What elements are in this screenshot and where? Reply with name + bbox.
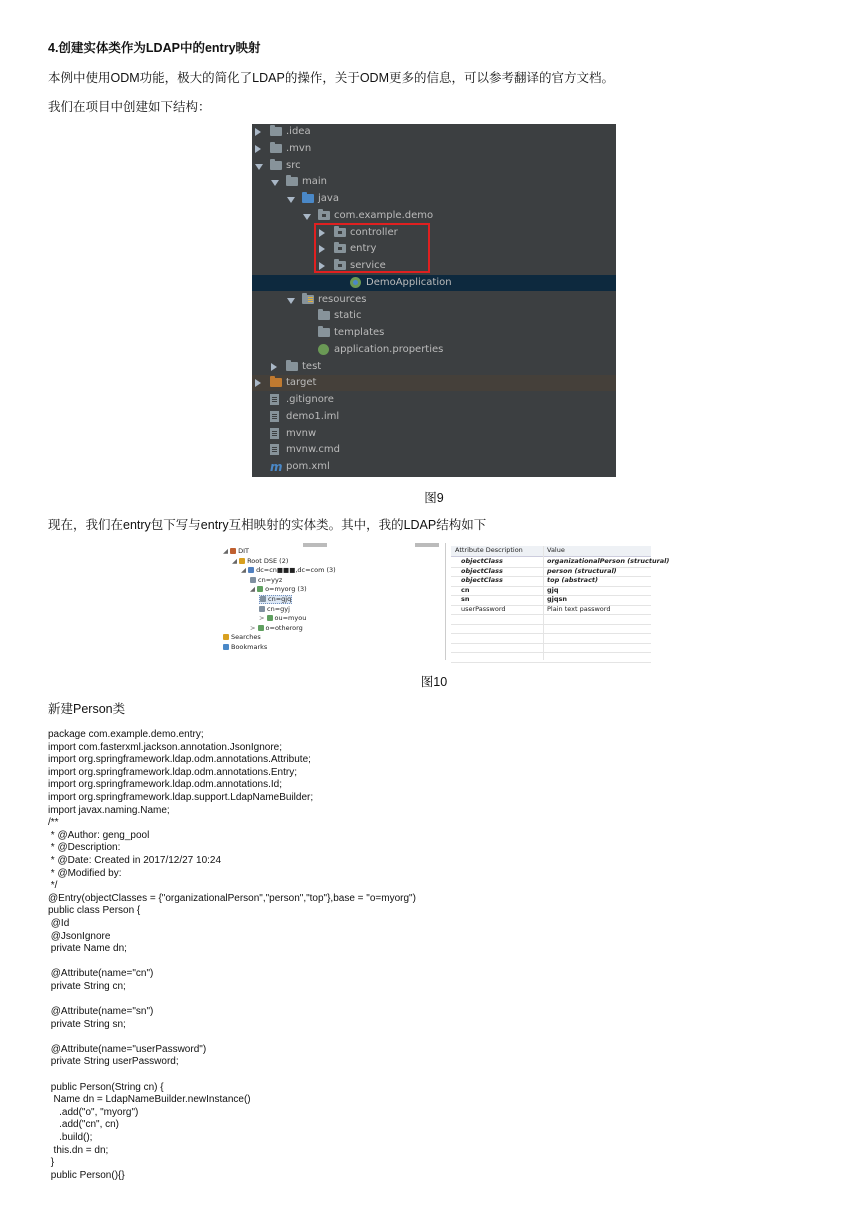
- expander-icon[interactable]: ◢: [232, 556, 240, 565]
- highlight-box: [314, 223, 430, 273]
- resources-folder-icon: [302, 295, 314, 304]
- tree-item[interactable]: [252, 292, 616, 308]
- attribute-name: cn: [461, 585, 470, 594]
- spring-icon: [318, 344, 329, 355]
- figure-9-caption: 图9: [424, 491, 444, 505]
- attribute-table-header: [451, 546, 651, 557]
- file-icon: [270, 428, 279, 439]
- tree-item-label: resources: [318, 293, 367, 305]
- tree-item[interactable]: [252, 342, 616, 358]
- tree-item[interactable]: [252, 158, 616, 174]
- folder-icon: [270, 378, 282, 387]
- entry-icon: [259, 606, 265, 612]
- tree-item[interactable]: [252, 308, 616, 324]
- expand-arrow-icon[interactable]: [287, 197, 295, 203]
- ldap-tree-label: DIT: [238, 547, 249, 555]
- entry-icon: [250, 577, 256, 583]
- tree-item-label: DemoApplication: [366, 276, 452, 288]
- ldap-tree-label: cn=yyz: [258, 575, 283, 584]
- tree-item-label: .gitignore: [286, 394, 334, 405]
- file-icon: [270, 444, 279, 455]
- expander-icon[interactable]: >: [259, 614, 267, 623]
- ldap-tree-label: Root DSE (2): [247, 556, 289, 565]
- tree-item-label: mvnw.cmd: [286, 444, 341, 456]
- ldap-tree-item[interactable]: [259, 614, 306, 623]
- section-heading: 4.创建实体类作为LDAP中的entry映射: [48, 41, 261, 55]
- header-value: Value: [547, 546, 565, 554]
- ldap-browser-screenshot: [217, 543, 670, 660]
- ldap-tree: [217, 543, 446, 660]
- tree-item-label: main: [302, 176, 327, 188]
- tree-item-label: pom.xml: [286, 461, 330, 472]
- entry-icon: [248, 567, 254, 573]
- attribute-value[interactable]: gjq: [547, 585, 559, 594]
- collapse-arrow-icon[interactable]: [255, 379, 261, 387]
- ldap-tree-item[interactable]: [250, 624, 303, 633]
- attribute-name: objectClass: [461, 557, 503, 565]
- ldap-tree-label: Bookmarks: [231, 643, 268, 651]
- attribute-name: objectClass: [461, 566, 503, 575]
- tree-item-label: com.example.demo: [334, 209, 434, 221]
- tree-item-label: application.properties: [334, 343, 444, 355]
- project-tree-screenshot: [252, 124, 616, 477]
- tree-item[interactable]: [252, 141, 616, 157]
- tree-item[interactable]: [252, 442, 616, 458]
- expander-icon[interactable]: ◢: [241, 566, 249, 575]
- ldap-tree-item[interactable]: [241, 566, 336, 575]
- attribute-name: objectClass: [461, 576, 503, 584]
- tree-item-label: entry: [350, 243, 377, 255]
- folder-icon: [286, 177, 298, 186]
- tree-item[interactable]: [252, 459, 616, 475]
- ldap-tree-item[interactable]: [259, 605, 290, 614]
- expand-arrow-icon[interactable]: [287, 298, 295, 304]
- folder-icon: [286, 362, 298, 371]
- tree-item[interactable]: [252, 241, 616, 257]
- tree-item-label: .mvn: [286, 142, 312, 154]
- tree-item[interactable]: [252, 359, 616, 375]
- entry-icon: [257, 586, 263, 592]
- file-icon: [270, 411, 279, 422]
- ldap-tree-item[interactable]: [250, 576, 282, 585]
- collapse-arrow-icon[interactable]: [255, 145, 261, 153]
- scroll-thumb: [303, 543, 327, 547]
- folder-icon: [302, 194, 314, 203]
- folder-icon: [270, 127, 282, 136]
- expand-arrow-icon[interactable]: [303, 214, 311, 220]
- tree-item[interactable]: [252, 325, 616, 341]
- folder-icon: [270, 144, 282, 153]
- entry-icon: [267, 615, 273, 621]
- attribute-value[interactable]: top (abstract): [547, 576, 598, 584]
- file-icon: [270, 394, 279, 405]
- tree-item[interactable]: [252, 174, 616, 190]
- tree-item[interactable]: [252, 275, 616, 291]
- attribute-value[interactable]: organizationalPerson (structural): [547, 557, 670, 565]
- folder-icon: [318, 311, 330, 320]
- tree-item-label: service: [350, 260, 386, 271]
- tree-item[interactable]: [252, 208, 616, 224]
- entry-icon: [260, 596, 266, 602]
- maven-icon: m: [270, 460, 283, 474]
- tree-item[interactable]: [252, 258, 616, 274]
- collapse-arrow-icon[interactable]: [271, 363, 277, 371]
- tree-item-label: src: [286, 159, 301, 171]
- tree-item[interactable]: [252, 225, 616, 241]
- ldap-tree-item[interactable]: [223, 633, 261, 642]
- header-attribute: Attribute Description: [455, 546, 523, 554]
- tree-item-label: test: [302, 360, 322, 372]
- intro-paragraph: 本例中使用ODM功能，极大的简化了LDAP的操作，关于ODM更多的信息，可以参考翻译的官方文档。: [48, 71, 614, 85]
- expander-icon[interactable]: ◢: [250, 585, 258, 594]
- ldap-tree-item[interactable]: [259, 595, 292, 604]
- tree-item-label: demo1.iml: [286, 410, 340, 422]
- entry-icon: [239, 558, 245, 564]
- entry-icon: [223, 634, 229, 640]
- tree-item-label: templates: [334, 327, 385, 338]
- folder-icon: [318, 328, 330, 337]
- new-class-label: 新建Person类: [48, 702, 126, 716]
- tree-item[interactable]: [252, 426, 616, 442]
- figure-10-caption: 图10: [420, 675, 448, 689]
- entry-icon: [230, 548, 236, 554]
- ldap-tree-item[interactable]: [223, 643, 267, 652]
- tree-item[interactable]: [252, 375, 616, 391]
- expander-icon[interactable]: ◢: [223, 547, 231, 555]
- attribute-value[interactable]: Plain text password: [547, 604, 611, 613]
- attribute-value[interactable]: gjqsn: [547, 595, 568, 603]
- entry-icon: [258, 625, 264, 631]
- code-listing: package com.example.demo.entry; import com.fasterxml.jackson.annotation.JsonIgnore; import org.springframework.ldap.odm.annotations.Attribute; import org.springframework.ldap.odm.annotations.Entry; import org.springframework.ldap.odm.annotations.Id; import org.springframework.ldap.support.LdapNameBuilder; import javax.naming.Name; /** * @Author: geng_pool * @Description: * @Date: Created in 2017/12/27 10:24 * @Modified by: */ @Entry(objectClasses = {"organizationalPerson","person","top"},base = "o=myorg") public class Person { @Id @JsonIgnore private Name dn; @Attribute(name="cn") private String cn; @Attribute(name="sn") private String sn; @Attribute(name="userPassword") private String userPassword; public Person(String cn) { Name dn = LdapNameBuilder.newInstance() .add("o", "myorg") .add("cn", cn) .build(); this.dn = dn; } public Person(){}: [48, 729, 416, 1181]
- attribute-name: sn: [461, 595, 470, 603]
- tree-item-label: static: [334, 310, 362, 322]
- ldap-tree-label: cn=gjq: [268, 595, 292, 603]
- tree-item[interactable]: [252, 392, 616, 408]
- structure-intro: 我们在项目中创建如下结构：: [48, 100, 211, 114]
- tree-item[interactable]: [252, 124, 616, 140]
- tree-item[interactable]: [252, 409, 616, 425]
- ldap-tree-item[interactable]: [250, 585, 307, 594]
- ldap-tree-label: dc=cn■■■,dc=com (3): [256, 566, 336, 575]
- entry-icon: [223, 644, 229, 650]
- attribute-value[interactable]: person (structural): [547, 566, 617, 575]
- collapse-arrow-icon[interactable]: [255, 128, 261, 136]
- folder-icon: [270, 161, 282, 170]
- ldap-tree-item[interactable]: [223, 547, 249, 556]
- spring-boot-icon: [350, 277, 361, 288]
- ldap-tree-label: Searches: [231, 633, 261, 642]
- ldap-tree-label: o=otherorg: [265, 623, 303, 632]
- expand-arrow-icon[interactable]: [271, 180, 279, 186]
- ldap-tree-label: o=myorg (3): [265, 585, 307, 594]
- package-icon: [318, 211, 330, 220]
- ldap-tree-label: cn=gyj: [267, 604, 290, 613]
- tree-item[interactable]: [252, 191, 616, 207]
- tree-item-label: controller: [350, 226, 398, 238]
- tree-item-label: mvnw: [286, 427, 317, 439]
- scroll-thumb: [415, 543, 439, 547]
- expander-icon[interactable]: >: [250, 623, 258, 632]
- tree-item-label: java: [318, 193, 339, 204]
- attribute-name: userPassword: [461, 604, 506, 613]
- tree-item-label: target: [286, 377, 317, 389]
- ldap-tree-item[interactable]: [232, 557, 288, 566]
- ldap-tree-label: ou=myou: [274, 614, 307, 623]
- tree-item-label: .idea: [286, 126, 311, 137]
- ldap-intro: 现在，我们在entry包下写与entry互相映射的实体类。其中，我的LDAP结构如下: [48, 518, 487, 532]
- expand-arrow-icon[interactable]: [255, 164, 263, 170]
